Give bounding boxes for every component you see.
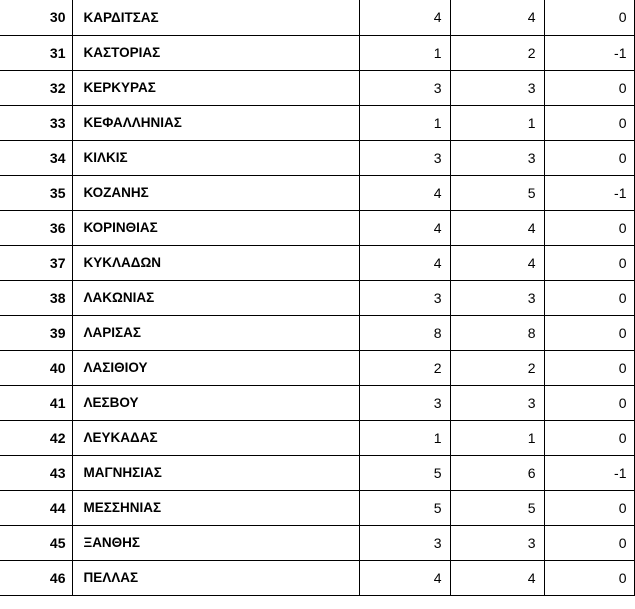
value-a-cell: 3 <box>359 280 450 315</box>
value-b-cell: 3 <box>450 140 544 175</box>
value-a-cell: 1 <box>359 420 450 455</box>
value-b-cell: 6 <box>450 455 544 490</box>
prefecture-name-cell: ΚΑΣΤΟΡΙΑΣ <box>72 35 359 70</box>
difference-cell: -1 <box>544 455 634 490</box>
value-b-cell: 4 <box>450 245 544 280</box>
row-number-cell: 34 <box>0 140 72 175</box>
value-b-cell: 3 <box>450 525 544 560</box>
value-b-cell: 4 <box>450 210 544 245</box>
table-row <box>0 105 634 140</box>
difference-cell: 0 <box>544 105 634 140</box>
table-row <box>0 140 634 175</box>
value-a-cell: 3 <box>359 140 450 175</box>
table-row <box>0 210 634 245</box>
value-b-cell: 5 <box>450 490 544 525</box>
row-number-cell: 33 <box>0 105 72 140</box>
table-row <box>0 0 634 35</box>
row-number-cell: 31 <box>0 35 72 70</box>
value-b-cell: 2 <box>450 35 544 70</box>
value-a-cell: 1 <box>359 105 450 140</box>
row-number-cell: 43 <box>0 455 72 490</box>
prefecture-name-cell: ΚΕΡΚΥΡΑΣ <box>72 70 359 105</box>
value-a-cell: 3 <box>359 385 450 420</box>
difference-cell: 0 <box>544 315 634 350</box>
prefecture-name-cell: ΚΑΡΔΙΤΣΑΣ <box>72 0 359 35</box>
table-row <box>0 525 634 560</box>
difference-cell: -1 <box>544 35 634 70</box>
table-row <box>0 280 634 315</box>
prefecture-name-cell: ΚΟΖΑΝΗΣ <box>72 175 359 210</box>
value-b-cell: 3 <box>450 70 544 105</box>
difference-cell: 0 <box>544 350 634 385</box>
value-a-cell: 5 <box>359 455 450 490</box>
prefecture-name-cell: ΠΕΛΛΑΣ <box>72 560 359 595</box>
difference-cell: 0 <box>544 140 634 175</box>
value-b-cell: 3 <box>450 385 544 420</box>
prefecture-name-cell: ΚΟΡΙΝΘΙΑΣ <box>72 210 359 245</box>
table-row <box>0 350 634 385</box>
prefecture-name-cell: ΚΕΦΑΛΛΗΝΙΑΣ <box>72 105 359 140</box>
value-a-cell: 4 <box>359 560 450 595</box>
table-row <box>0 245 634 280</box>
table-row <box>0 35 634 70</box>
table-row <box>0 420 634 455</box>
difference-cell: 0 <box>544 210 634 245</box>
row-number-cell: 39 <box>0 315 72 350</box>
value-a-cell: 8 <box>359 315 450 350</box>
value-a-cell: 2 <box>359 350 450 385</box>
value-b-cell: 5 <box>450 175 544 210</box>
difference-cell: 0 <box>544 525 634 560</box>
row-number-cell: 41 <box>0 385 72 420</box>
value-b-cell: 1 <box>450 105 544 140</box>
difference-cell: -1 <box>544 175 634 210</box>
row-number-cell: 36 <box>0 210 72 245</box>
prefecture-name-cell: ΛΕΣΒΟΥ <box>72 385 359 420</box>
prefecture-name-cell: ΛΕΥΚΑΔΑΣ <box>72 420 359 455</box>
value-b-cell: 4 <box>450 0 544 35</box>
table-row <box>0 455 634 490</box>
difference-cell: 0 <box>544 560 634 595</box>
table-row <box>0 385 634 420</box>
row-number-cell: 32 <box>0 70 72 105</box>
prefecture-name-cell: ΛΑΣΙΘΙΟΥ <box>72 350 359 385</box>
value-b-cell: 2 <box>450 350 544 385</box>
prefecture-name-cell: ΛΑΚΩΝΙΑΣ <box>72 280 359 315</box>
value-a-cell: 4 <box>359 210 450 245</box>
difference-cell: 0 <box>544 420 634 455</box>
row-number-cell: 35 <box>0 175 72 210</box>
value-b-cell: 4 <box>450 560 544 595</box>
row-number-cell: 46 <box>0 560 72 595</box>
difference-cell: 0 <box>544 0 634 35</box>
row-number-cell: 42 <box>0 420 72 455</box>
value-a-cell: 3 <box>359 525 450 560</box>
prefecture-name-cell: ΚΙΛΚΙΣ <box>72 140 359 175</box>
value-a-cell: 4 <box>359 0 450 35</box>
value-a-cell: 4 <box>359 175 450 210</box>
prefecture-name-cell: ΜΕΣΣΗΝΙΑΣ <box>72 490 359 525</box>
prefecture-name-cell: ΛΑΡΙΣΑΣ <box>72 315 359 350</box>
difference-cell: 0 <box>544 245 634 280</box>
row-number-cell: 37 <box>0 245 72 280</box>
row-number-cell: 38 <box>0 280 72 315</box>
row-number-cell: 30 <box>0 0 72 35</box>
row-number-cell: 40 <box>0 350 72 385</box>
value-a-cell: 1 <box>359 35 450 70</box>
difference-cell: 0 <box>544 280 634 315</box>
table-row <box>0 560 634 595</box>
prefecture-name-cell: ΜΑΓΝΗΣΙΑΣ <box>72 455 359 490</box>
value-a-cell: 5 <box>359 490 450 525</box>
value-a-cell: 4 <box>359 245 450 280</box>
prefecture-name-cell: ΚΥΚΛΑΔΩΝ <box>72 245 359 280</box>
value-a-cell: 3 <box>359 70 450 105</box>
table-row <box>0 490 634 525</box>
table-row <box>0 315 634 350</box>
row-number-cell: 45 <box>0 525 72 560</box>
difference-cell: 0 <box>544 385 634 420</box>
prefecture-name-cell: ΞΑΝΘΗΣ <box>72 525 359 560</box>
value-b-cell: 1 <box>450 420 544 455</box>
value-b-cell: 3 <box>450 280 544 315</box>
table-row <box>0 70 634 105</box>
table-row <box>0 175 634 210</box>
difference-cell: 0 <box>544 490 634 525</box>
row-number-cell: 44 <box>0 490 72 525</box>
difference-cell: 0 <box>544 70 634 105</box>
value-b-cell: 8 <box>450 315 544 350</box>
